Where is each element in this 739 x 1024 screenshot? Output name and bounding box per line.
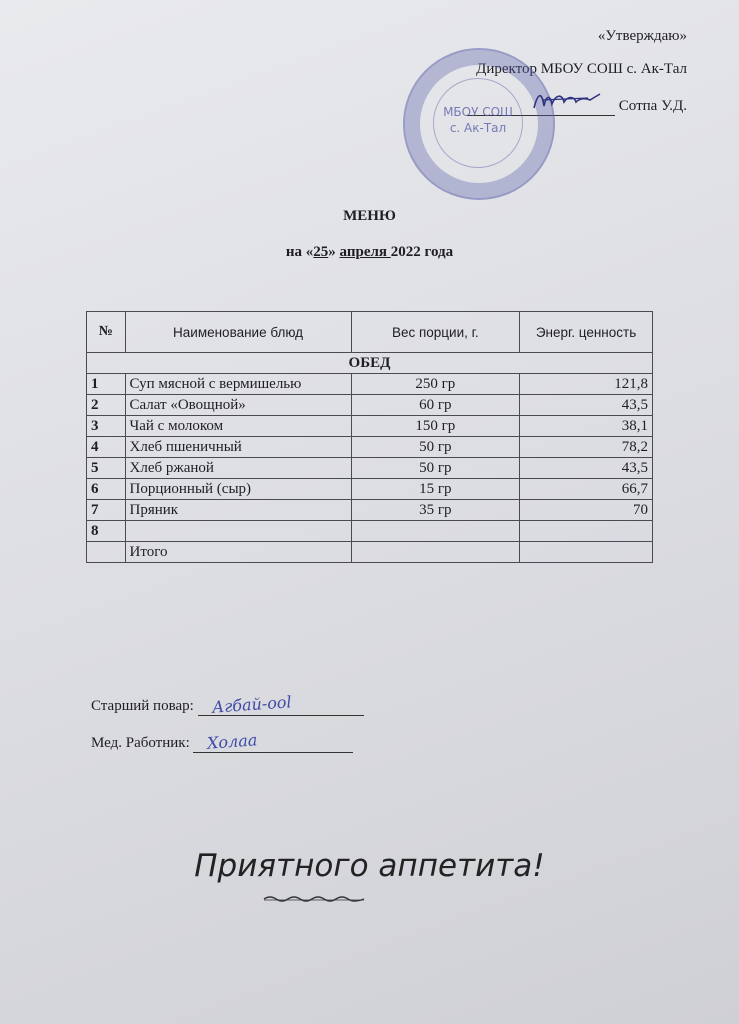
dish-energy: 38,1 <box>520 416 653 437</box>
table-row <box>87 374 653 395</box>
dish-weight <box>351 521 519 542</box>
dish-weight: 50 гр <box>351 437 519 458</box>
row-number: 8 <box>87 521 126 542</box>
director-signature <box>532 88 602 114</box>
cook-signature-field <box>198 692 364 717</box>
medic-label: Мед. Работник: <box>91 735 190 751</box>
dish-weight: 15 гр <box>351 479 519 500</box>
cook-signature-line <box>91 692 364 717</box>
director-name: Сотпа У.Д. <box>618 98 687 114</box>
row-number: 6 <box>87 479 126 500</box>
dish-name: Салат «Овощной» <box>125 395 351 416</box>
dish-name: Чай с молоком <box>125 416 351 437</box>
table-row <box>87 500 653 521</box>
menu-date <box>0 244 739 261</box>
header-weight: Вес порции, г. <box>351 312 519 353</box>
approval-heading: «Утверждаю» <box>597 28 687 44</box>
medic-signature-line <box>91 730 353 753</box>
dish-name: Порционный (сыр) <box>125 479 351 500</box>
header-energy: Энерг. ценность <box>520 312 653 353</box>
date-mid: » <box>328 244 340 260</box>
dish-energy: 43,5 <box>520 458 653 479</box>
table-header-row <box>87 312 653 353</box>
dish-energy: 121,8 <box>520 374 653 395</box>
row-number: 4 <box>87 437 126 458</box>
date-suffix: 2022 года <box>390 244 454 260</box>
menu-table <box>86 311 653 563</box>
dish-weight: 250 гр <box>351 374 519 395</box>
seal-text <box>403 48 551 196</box>
date-day: 25 <box>313 244 329 260</box>
dish-name: Хлеб пшеничный <box>125 437 351 458</box>
table-row <box>87 521 653 542</box>
dish-weight: 150 гр <box>351 416 519 437</box>
date-prefix: на « <box>285 244 314 260</box>
total-weight-cell <box>351 542 519 563</box>
ornament-flourish <box>262 894 366 904</box>
section-row <box>87 353 653 374</box>
cook-signature: Агбай-ool <box>210 692 292 717</box>
row-number: 1 <box>87 374 126 395</box>
dish-name: Суп мясной с вермишелью <box>125 374 351 395</box>
dish-energy <box>520 521 653 542</box>
table-row <box>87 479 653 500</box>
dish-weight: 50 гр <box>351 458 519 479</box>
dish-name: Хлеб ржаной <box>125 458 351 479</box>
section-lunch: ОБЕД <box>87 353 653 374</box>
dish-energy: 43,5 <box>520 395 653 416</box>
total-label: Итого <box>125 542 351 563</box>
dish-energy: 78,2 <box>520 437 653 458</box>
header-dish-name: Наименование блюд <box>125 312 351 353</box>
total-row <box>87 542 653 563</box>
dish-name: Пряник <box>125 500 351 521</box>
slogan: Приятного аппетита! <box>194 848 545 884</box>
row-number: 2 <box>87 395 126 416</box>
dish-energy: 66,7 <box>520 479 653 500</box>
document-title: МЕНЮ <box>343 208 396 224</box>
dish-weight: 60 гр <box>351 395 519 416</box>
dish-energy: 70 <box>520 500 653 521</box>
dish-name <box>125 521 351 542</box>
row-number: 7 <box>87 500 126 521</box>
table-row <box>87 458 653 479</box>
row-number: 5 <box>87 458 126 479</box>
table-row <box>87 437 653 458</box>
date-month: апреля <box>339 244 391 260</box>
approval-position: Директор МБОУ СОШ с. Ак-Тал <box>476 61 687 77</box>
dish-weight: 35 гр <box>351 500 519 521</box>
header-number: № <box>87 312 126 353</box>
seal-text-line1: МБОУ СОШ <box>443 105 513 119</box>
medic-signature: Холаа <box>206 730 259 753</box>
total-energy-cell <box>520 542 653 563</box>
row-number: 3 <box>87 416 126 437</box>
seal-text-line2: с. Ак-Тал <box>449 121 507 135</box>
medic-signature-field <box>193 730 353 753</box>
total-number-cell <box>87 542 126 563</box>
table-row <box>87 395 653 416</box>
cook-label: Старший повар: <box>91 698 194 714</box>
table-row <box>87 416 653 437</box>
